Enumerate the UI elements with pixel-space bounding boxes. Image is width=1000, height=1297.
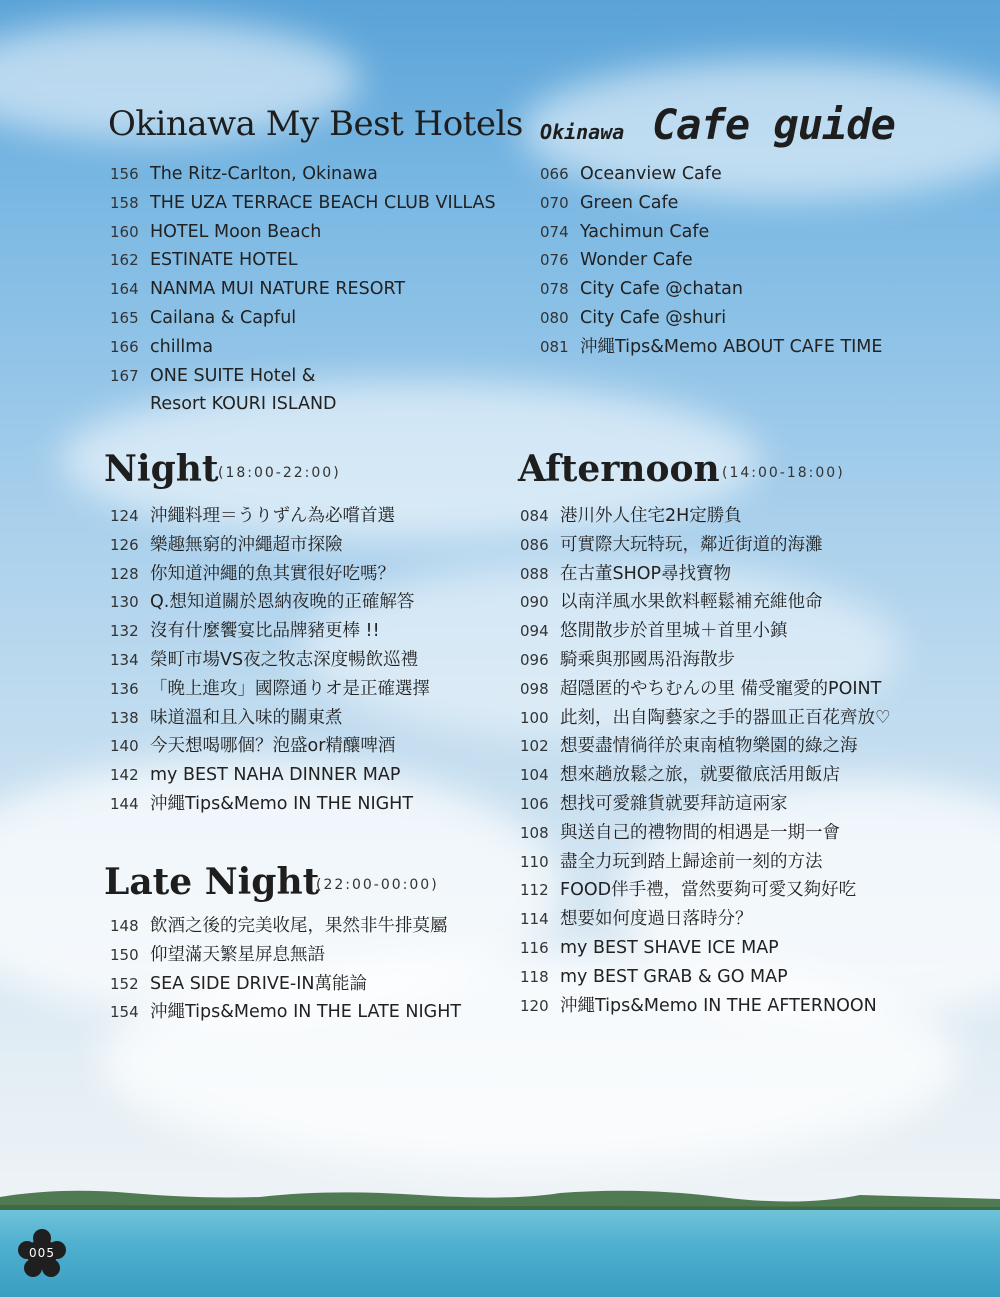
cafe-heading: Cafe guide <box>652 100 895 149</box>
entry-title: Wonder Cafe <box>580 250 693 271</box>
entry-title: THE UZA TERRACE BEACH CLUB VILLAS <box>150 192 496 213</box>
toc-entry-continued <box>110 390 496 419</box>
toc-entry <box>520 588 891 617</box>
entry-title: 悠閒散步於首里城＋首里小鎮 <box>560 621 788 642</box>
page-ref: 160 <box>110 222 139 241</box>
page-ref: 167 <box>110 366 139 385</box>
entry-title: 沒有什麼饗宴比品牌豬更棒 !! <box>150 621 380 642</box>
entry-title: 與送自己的禮物間的相遇是一期一會 <box>560 822 840 843</box>
toc-entry <box>540 275 882 304</box>
hotels-heading: Okinawa My Best Hotels <box>108 104 523 144</box>
toc-entry <box>540 304 882 333</box>
toc-entry <box>110 502 430 531</box>
entry-title: 超隱匿的やちむんの里 備受寵愛的POINT <box>560 678 882 699</box>
page-ref: 080 <box>540 308 569 327</box>
toc-entry <box>110 998 461 1027</box>
toc-entry <box>110 970 461 999</box>
toc-entry <box>520 675 891 704</box>
toc-entry <box>110 646 430 675</box>
page-ref: 066 <box>540 165 569 183</box>
entry-title: Yachimun Cafe <box>580 221 710 242</box>
toc-entry <box>540 218 882 247</box>
entry-title: 樂趣無窮的沖繩超市探險 <box>150 534 343 555</box>
afternoon-list <box>520 502 891 1020</box>
toc-entry <box>520 502 891 531</box>
page-ref: 116 <box>520 938 549 957</box>
sea <box>0 1210 1000 1297</box>
toc-entry <box>520 905 891 934</box>
toc-entry <box>110 275 496 304</box>
entry-title-continued: Resort KOURI ISLAND <box>150 394 337 415</box>
page-ref: 124 <box>110 507 139 525</box>
entry-title: my BEST GRAB & GO MAP <box>560 966 788 987</box>
page-ref: 118 <box>520 967 549 986</box>
toc-entry <box>540 160 882 189</box>
entry-title: 想找可愛雜貨就要拜訪這兩家 <box>560 793 788 814</box>
page-ref: 084 <box>520 507 549 525</box>
afternoon-time-range: (14:00-18:00) <box>722 465 845 481</box>
entry-title: 今天想喝哪個？泡盛or精釀啤酒 <box>150 736 396 757</box>
entry-title: The Ritz-Carlton, Okinawa <box>150 164 378 184</box>
entry-title: ONE SUITE Hotel & <box>150 365 316 386</box>
toc-entry <box>110 560 430 589</box>
entry-title: FOOD伴手禮，當然要夠可愛又夠好吃 <box>560 880 857 901</box>
entry-title: Green Cafe <box>580 192 679 213</box>
page-ref: 128 <box>110 564 139 583</box>
toc-entry <box>520 963 891 992</box>
entry-title: 沖繩料理＝うりずん為必嚐首選 <box>150 506 395 526</box>
entry-title: 「晚上進攻」國際通りオ是正確選擇 <box>150 678 430 699</box>
entry-title: my BEST SHAVE ICE MAP <box>560 937 779 958</box>
toc-entry <box>110 912 461 941</box>
page-ref: 140 <box>110 737 139 756</box>
entry-title: 味道溫和且入味的關東煮 <box>150 707 343 728</box>
entry-title: 飲酒之後的完美收尾，果然非牛排莫屬 <box>150 916 448 936</box>
page-ref: 164 <box>110 280 139 299</box>
toc-entry <box>520 819 891 848</box>
page-ref: 154 <box>110 1003 139 1022</box>
toc-entry <box>110 761 430 790</box>
toc-entry <box>520 992 891 1021</box>
entry-title: 可實際大玩特玩，鄰近街道的海灘 <box>560 534 823 555</box>
page-ref: 158 <box>110 193 139 212</box>
toc-entry <box>110 246 496 275</box>
page-ref: 074 <box>540 222 569 241</box>
entry-title: 你知道沖繩的魚其實很好吃嗎？ <box>150 563 395 584</box>
entry-title: 港川外人住宅2H定勝負 <box>560 506 742 526</box>
toc-entry <box>540 189 882 218</box>
entry-title: 沖繩Tips&Memo IN THE LATE NIGHT <box>150 1002 462 1023</box>
toc-entry <box>520 704 891 733</box>
page-ref: 165 <box>110 308 139 327</box>
toc-entry <box>110 362 496 391</box>
toc-entry <box>520 934 891 963</box>
cafe-heading-small: Okinawa <box>540 120 625 144</box>
entry-title: Q.想知道關於恩納夜晚的正確解答 <box>150 592 415 613</box>
entry-title: 榮町市場VS夜之牧志深度暢飲巡禮 <box>150 649 419 670</box>
toc-entry <box>520 761 891 790</box>
entry-title: City Cafe @shuri <box>580 307 727 328</box>
page-ref: 086 <box>520 535 549 554</box>
page-ref: 094 <box>520 622 549 641</box>
page-ref: 150 <box>110 945 139 964</box>
entry-title: HOTEL Moon Beach <box>150 221 322 242</box>
page-ref: 156 <box>110 165 139 183</box>
entry-title: my BEST NAHA DINNER MAP <box>150 765 401 786</box>
night-heading: Night <box>104 448 219 490</box>
page-ref: 108 <box>520 823 549 842</box>
page-ref: 152 <box>110 974 139 993</box>
page-ref: 136 <box>110 679 139 698</box>
toc-entry <box>520 790 891 819</box>
entry-title: 此刻，出自陶藝家之手的器皿正百花齊放♡ <box>560 707 891 728</box>
toc-entry <box>110 617 430 646</box>
entry-title: 盡全力玩到踏上歸途前一刻的方法 <box>560 851 823 872</box>
toc-entry <box>520 531 891 560</box>
toc-entry <box>110 941 461 970</box>
toc-entry <box>520 732 891 761</box>
entry-title: NANMA MUI NATURE RESORT <box>150 279 406 300</box>
page-ref: 138 <box>110 708 139 727</box>
afternoon-heading: Afternoon <box>518 448 720 490</box>
entry-title: Cailana & Capful <box>150 307 297 328</box>
late-night-time-range: (22:00-00:00) <box>316 877 439 893</box>
toc-entry <box>520 560 891 589</box>
toc-entry <box>110 531 430 560</box>
night-list <box>110 502 430 819</box>
toc-entry <box>520 848 891 877</box>
toc-entry <box>110 790 430 819</box>
page-ref: 098 <box>520 679 549 698</box>
page-ref: 090 <box>520 593 549 612</box>
toc-entry <box>110 704 430 733</box>
page-ref: 076 <box>540 251 569 270</box>
toc-entry <box>110 160 496 189</box>
page-ref: 081 <box>540 337 569 356</box>
entry-title: 想要盡情徜徉於東南植物樂園的綠之海 <box>560 736 858 757</box>
entry-title: chillma <box>150 336 214 357</box>
entry-title: ESTINATE HOTEL <box>150 250 298 271</box>
page-ref: 102 <box>520 737 549 756</box>
page-ref: 126 <box>110 535 139 554</box>
entry-title: 仰望滿天繁星屏息無語 <box>150 944 325 965</box>
page-ref: 142 <box>110 766 139 785</box>
entry-title: City Cafe @chatan <box>580 279 743 300</box>
cafe-list <box>540 160 882 362</box>
page-ref: 096 <box>520 650 549 669</box>
entry-title: 沖繩Tips&Memo ABOUT CAFE TIME <box>580 336 883 357</box>
entry-title: 沖繩Tips&Memo IN THE NIGHT <box>150 793 414 814</box>
page-ref: 110 <box>520 852 549 871</box>
page-ref: 088 <box>520 564 549 583</box>
toc-entry <box>110 675 430 704</box>
toc-entry <box>520 876 891 905</box>
page-ref: 104 <box>520 766 549 785</box>
page-ref: 120 <box>520 996 549 1015</box>
page-ref: 130 <box>110 593 139 612</box>
page-ref: 144 <box>110 794 139 813</box>
toc-entry <box>110 189 496 218</box>
page-ref: 162 <box>110 251 139 270</box>
page-ref: 134 <box>110 650 139 669</box>
entry-title: 騎乘與那國馬沿海散步 <box>560 649 735 670</box>
toc-entry <box>520 617 891 646</box>
page-ref: 148 <box>110 917 139 935</box>
page-ref: 112 <box>520 881 549 900</box>
hotels-list <box>110 160 496 419</box>
entry-title: Oceanview Cafe <box>580 164 722 184</box>
entry-title: 以南洋風水果飲料輕鬆補充維他命 <box>560 592 823 613</box>
late-night-list <box>110 912 461 1027</box>
toc-entry <box>110 732 430 761</box>
page-ref: 166 <box>110 337 139 356</box>
page-ref: 106 <box>520 794 549 813</box>
entry-title: SEA SIDE DRIVE-IN萬能論 <box>150 973 367 994</box>
toc-entry <box>110 218 496 247</box>
late-night-heading: Late Night <box>104 861 320 903</box>
page-ref: 114 <box>520 910 549 929</box>
page-ref: 100 <box>520 708 549 727</box>
page-ref: 070 <box>540 193 569 212</box>
page-ref: 132 <box>110 622 139 641</box>
night-time-range: (18:00-22:00) <box>218 465 341 481</box>
toc-entry <box>540 333 882 362</box>
toc-entry <box>110 333 496 362</box>
entry-title: 想要如何度過日落時分？ <box>560 909 753 930</box>
toc-entry <box>520 646 891 675</box>
toc-entry <box>110 588 430 617</box>
page-number: 005 <box>29 1246 55 1260</box>
page-ref: 078 <box>540 280 569 299</box>
entry-title: 沖繩Tips&Memo IN THE AFTERNOON <box>560 995 877 1016</box>
toc-entry <box>110 304 496 333</box>
entry-title: 在古董SHOP尋找寶物 <box>560 563 732 584</box>
entry-title: 想來趟放鬆之旅，就要徹底活用飯店 <box>560 765 840 786</box>
toc-entry <box>540 246 882 275</box>
